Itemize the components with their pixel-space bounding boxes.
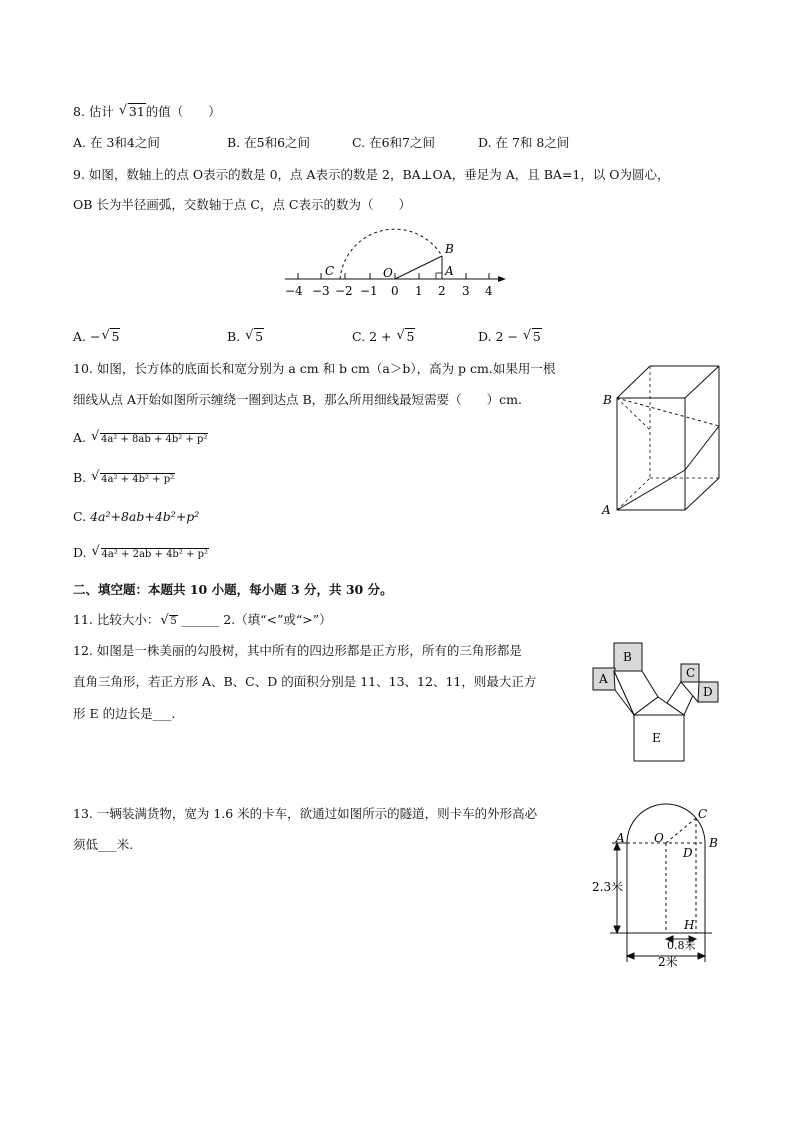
width-08-label: 0.8米: [667, 939, 696, 952]
label-d: D: [683, 846, 693, 860]
tick-label: 2: [438, 284, 446, 298]
q8-suffix: 的值（ ）: [145, 104, 221, 119]
q11-stem: 11. 比较大小：√ 5 ______ 2.（填“<”或“>”）: [73, 612, 332, 630]
label-c: C: [686, 666, 696, 680]
point-c-label: C: [325, 264, 335, 278]
tick-label: −3: [312, 284, 330, 298]
label-b: B: [709, 836, 718, 850]
q10-stem-line2: 细线从点 A开始如图所示缠绕一圈到达点 B，那么所用细线最短需要（ ）cm.: [73, 392, 522, 407]
q10-option-d[interactable]: D. √ 4a² + 2ab + 4b² + p²: [73, 545, 209, 563]
point-b-label: B: [445, 242, 454, 256]
label-o: O: [654, 831, 664, 845]
label-a: A: [616, 831, 625, 845]
point-o-label: O: [383, 266, 393, 280]
point-a-label: A: [602, 503, 611, 517]
q8-sqrt: √ 31: [119, 104, 146, 120]
q8-option-d[interactable]: D. 在 7和 8之间: [478, 135, 570, 150]
label-c: C: [698, 807, 708, 821]
q12-stem-line3: 形 E 的边长是___.: [73, 706, 176, 721]
tick-label: 0: [391, 284, 399, 298]
height-label: 2.3米: [592, 880, 624, 894]
label-e: E: [652, 731, 661, 745]
tick-label: −1: [360, 284, 378, 298]
tick-label: −4: [285, 284, 303, 298]
q10-option-b[interactable]: B. √ 4a² + 4b² + p²: [73, 470, 175, 488]
label-b: B: [623, 650, 632, 664]
width-2-label: 2米: [658, 955, 678, 969]
label-h: H: [684, 918, 695, 932]
q10-option-a[interactable]: A. √ 4a² + 8ab + 4b² + p²: [73, 430, 208, 448]
section-2-heading: 二、填空题：本题共 10 小题，每小题 3 分，共 30 分。: [73, 582, 393, 597]
tick-label: −2: [335, 284, 353, 298]
tick-label: 4: [485, 284, 493, 298]
q13-stem-line2: 须低___米.: [73, 837, 134, 852]
q13-stem-line1: 13. 一辆装满货物，宽为 1.6 米的卡车，欲通过如图所示的隧道，则卡车的外形高必: [73, 806, 538, 821]
q9-option-d[interactable]: D. 2 − √ 5: [478, 329, 542, 345]
q9-option-a[interactable]: A. −√ 5: [73, 329, 120, 345]
q11-blank[interactable]: ______: [181, 612, 220, 627]
q8-prefix: 8. 估计: [73, 104, 118, 119]
q8-option-c[interactable]: C. 在6和7之间: [352, 135, 435, 150]
q12-stem-line1: 12. 如图是一株美丽的勾股树，其中所有的四边形都是正方形，所有的三角形都是: [73, 643, 522, 658]
q8-option-a[interactable]: A. 在 3和4之间: [73, 135, 160, 150]
label-d: D: [703, 685, 713, 699]
q9-option-c[interactable]: C. 2 + √ 5: [352, 329, 415, 345]
tick-label: 3: [462, 284, 470, 298]
q9-stem-line1: 9. 如图，数轴上的点 O表示的数是 0，点 A表示的数是 2，BA⊥OA，垂足为 A，且 BA=1，以 O为圆心，: [73, 167, 670, 182]
q12-stem-line2: 直角三角形，若正方形 A、B、C、D 的面积分别是 11、13、12、11，则最大正方: [73, 674, 537, 689]
point-a-label: A: [445, 264, 454, 278]
q8-option-b[interactable]: B. 在5和6之间: [227, 135, 311, 150]
q10-stem-line1: 10. 如图，长方体的底面长和宽分别为 a cm 和 b cm（a＞b），高为 p cm.如果用一根: [73, 361, 556, 376]
label-a: A: [599, 672, 608, 686]
point-b-label: B: [603, 393, 612, 407]
q9-option-b[interactable]: B. √ 5: [227, 329, 264, 345]
tick-label: 1: [415, 284, 423, 298]
q10-option-c[interactable]: C. 4a²+8ab+4b²+p²: [73, 509, 200, 524]
q9-stem-line2: OB 长为半径画弧，交数轴于点 C，点 C表示的数为（ ）: [73, 197, 411, 212]
